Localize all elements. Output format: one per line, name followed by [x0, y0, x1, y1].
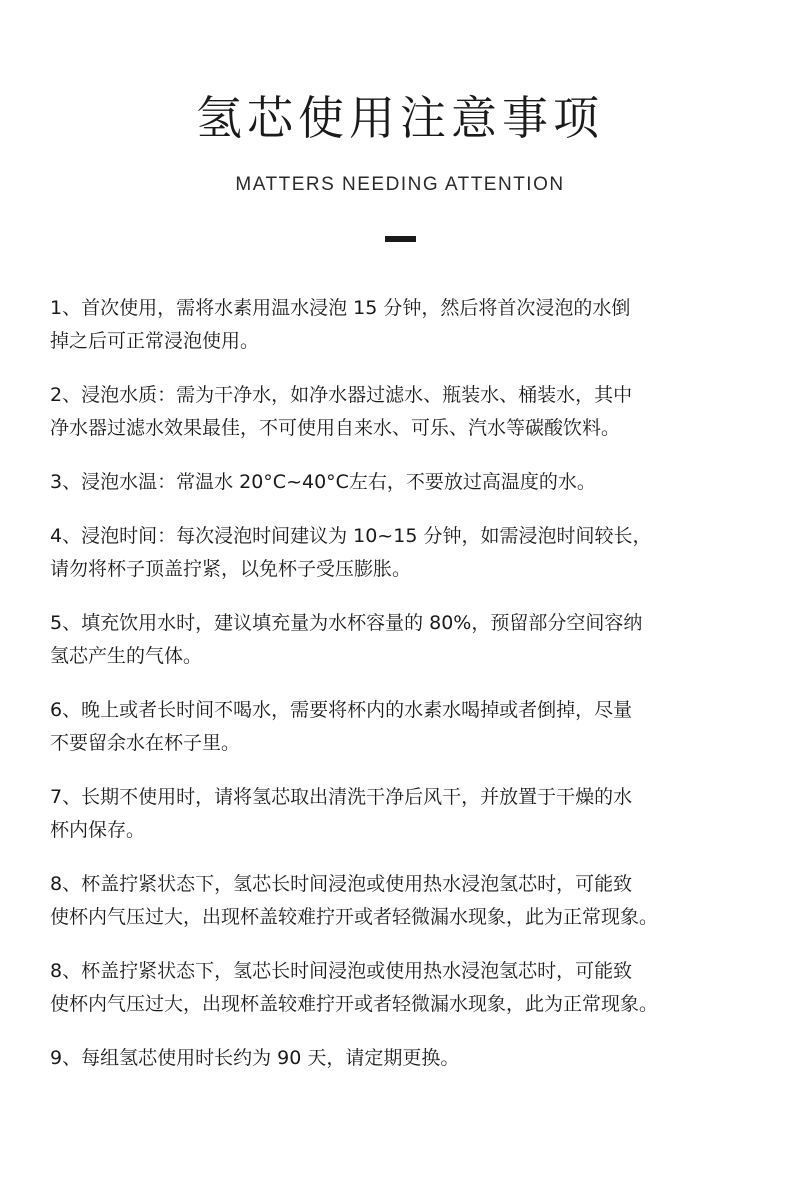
attention-item-3	[50, 466, 780, 499]
attention-item-8	[50, 868, 780, 934]
item-text-line: 氢芯产生的气体。	[50, 645, 203, 667]
item-text-line: 8、杯盖拧紧状态下，氢芯长时间浸泡或使用热水浸泡氢芯时，可能致	[50, 873, 633, 895]
attention-item-5	[50, 607, 780, 673]
item-text-line: 掉之后可正常浸泡使用。	[50, 330, 260, 352]
item-text-line: 请勿将杯子顶盖拧紧，以免杯子受压膨胀。	[50, 558, 412, 580]
item-text-line: 不要留余水在杯子里。	[50, 732, 241, 754]
attention-item-6	[50, 694, 780, 760]
attention-item-8-repeat	[50, 955, 780, 1021]
item-text-line: 1、首次使用，需将水素用温水浸泡 15 分钟，然后将首次浸泡的水倒	[50, 297, 631, 319]
item-text-line: 4、浸泡时间：每次浸泡时间建议为 10~15 分钟，如需浸泡时间较长，	[50, 525, 652, 547]
attention-item-9	[50, 1042, 780, 1075]
page-subtitle: MATTERS NEEDING ATTENTION	[235, 174, 565, 195]
item-text-line: 8、杯盖拧紧状态下，氢芯长时间浸泡或使用热水浸泡氢芯时，可能致	[50, 960, 633, 982]
item-text-line: 7、长期不使用时，请将氢芯取出清洗干净后风干，并放置于干燥的水	[50, 786, 633, 808]
title-divider	[385, 236, 416, 242]
item-text-line: 6、晚上或者长时间不喝水，需要将杯内的水素水喝掉或者倒掉，尽量	[50, 699, 633, 721]
attention-item-1	[50, 292, 780, 358]
item-text-line: 3、浸泡水温：常温水 20°C~40°C左右，不要放过高温度的水。	[50, 471, 596, 493]
attention-item-2	[50, 379, 780, 445]
attention-list	[50, 292, 780, 1075]
attention-item-7	[50, 781, 780, 847]
item-text-line: 9、每组氢芯使用时长约为 90 天，请定期更换。	[50, 1047, 460, 1069]
page-title: 氢芯使用注意事项	[196, 91, 604, 145]
item-text-line: 净水器过滤水效果最佳，不可使用自来水、可乐、汽水等碳酸饮料。	[50, 417, 621, 439]
item-text-line: 杯内保存。	[50, 819, 146, 841]
item-text-line: 使杯内气压过大，出现杯盖较难拧开或者轻微漏水现象，此为正常现象。	[50, 906, 659, 928]
item-text-line: 2、浸泡水质：需为干净水，如净水器过滤水、瓶装水、桶装水，其中	[50, 384, 633, 406]
attention-item-4	[50, 520, 780, 586]
item-text-line: 5、填充饮用水时，建议填充量为水杯容量的 80%，预留部分空间容纳	[50, 612, 643, 634]
item-text-line: 使杯内气压过大，出现杯盖较难拧开或者轻微漏水现象，此为正常现象。	[50, 993, 659, 1015]
